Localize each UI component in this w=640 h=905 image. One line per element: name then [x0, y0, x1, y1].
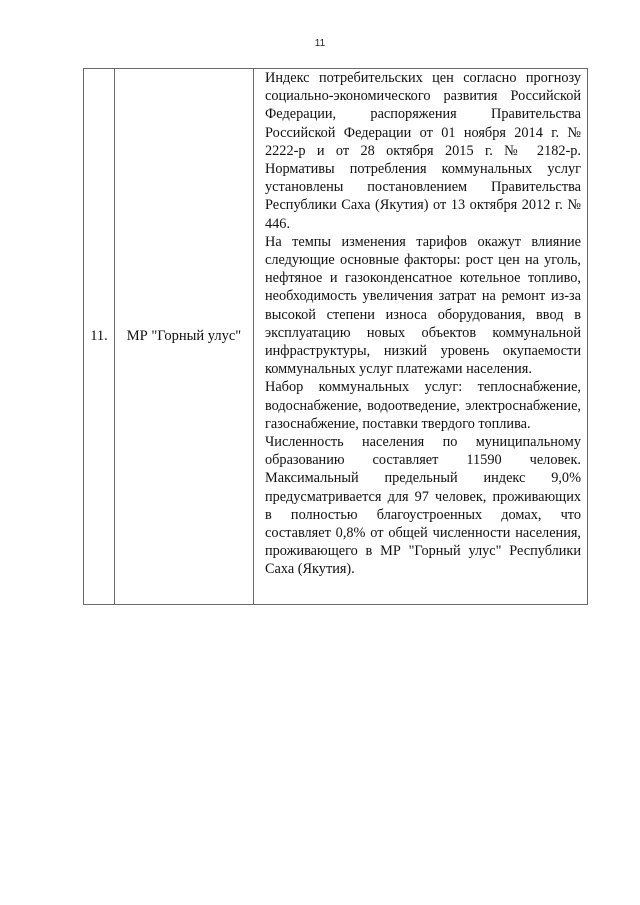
- row-index-cell: 11.: [84, 69, 115, 605]
- paragraph-population: Численность населения по муниципальному образованию составляет 11590 человек. Максимальный предельный индекс 9,0% предусматривается для 97 человек, проживающих в полностью благоустроенных домах, что составляет 0,8% от общей численности населения, проживающего в МР "Горный улус" Республики Саха (Якутия).: [265, 434, 581, 578]
- page-number: 11: [314, 38, 326, 49]
- document-table: [83, 68, 588, 605]
- municipality-cell: МР "Горный улус": [115, 69, 254, 605]
- description-cell: [254, 69, 588, 605]
- paragraph-cpi-basis: Индекс потребительских цен согласно прогнозу социально-экономического развития Российской Федерации, распоряжения Правительства Российской Федерации от 01 ноября 2014 г. № 2222-р и от 28 октября 2015 г. № 2182-р. Нормативы потребления коммунальных услуг установлены постановлением Правительства Республики Саха (Якутия) от 13 октября 2012 г. № 446.: [265, 70, 581, 232]
- paragraph-utility-services: Набор коммунальных услуг: теплоснабжение, водоснабжение, водоотведение, электроснабжение, газоснабжение, поставки твердого топлива.: [265, 379, 581, 432]
- paragraph-tariff-factors: На темпы изменения тарифов окажут влияние следующие основные факторы: рост цен на уголь, нефтяное и газоконденсатное котельное топливо, необходимость увеличения затрат на ремонт из-за высокой степени износа оборудования, ввод в эксплуатацию новых объектов коммунальной инфраструктуры, низкий уровень окупаемости коммунальных услуг платежами населения.: [265, 233, 581, 378]
- table-row: [84, 69, 588, 605]
